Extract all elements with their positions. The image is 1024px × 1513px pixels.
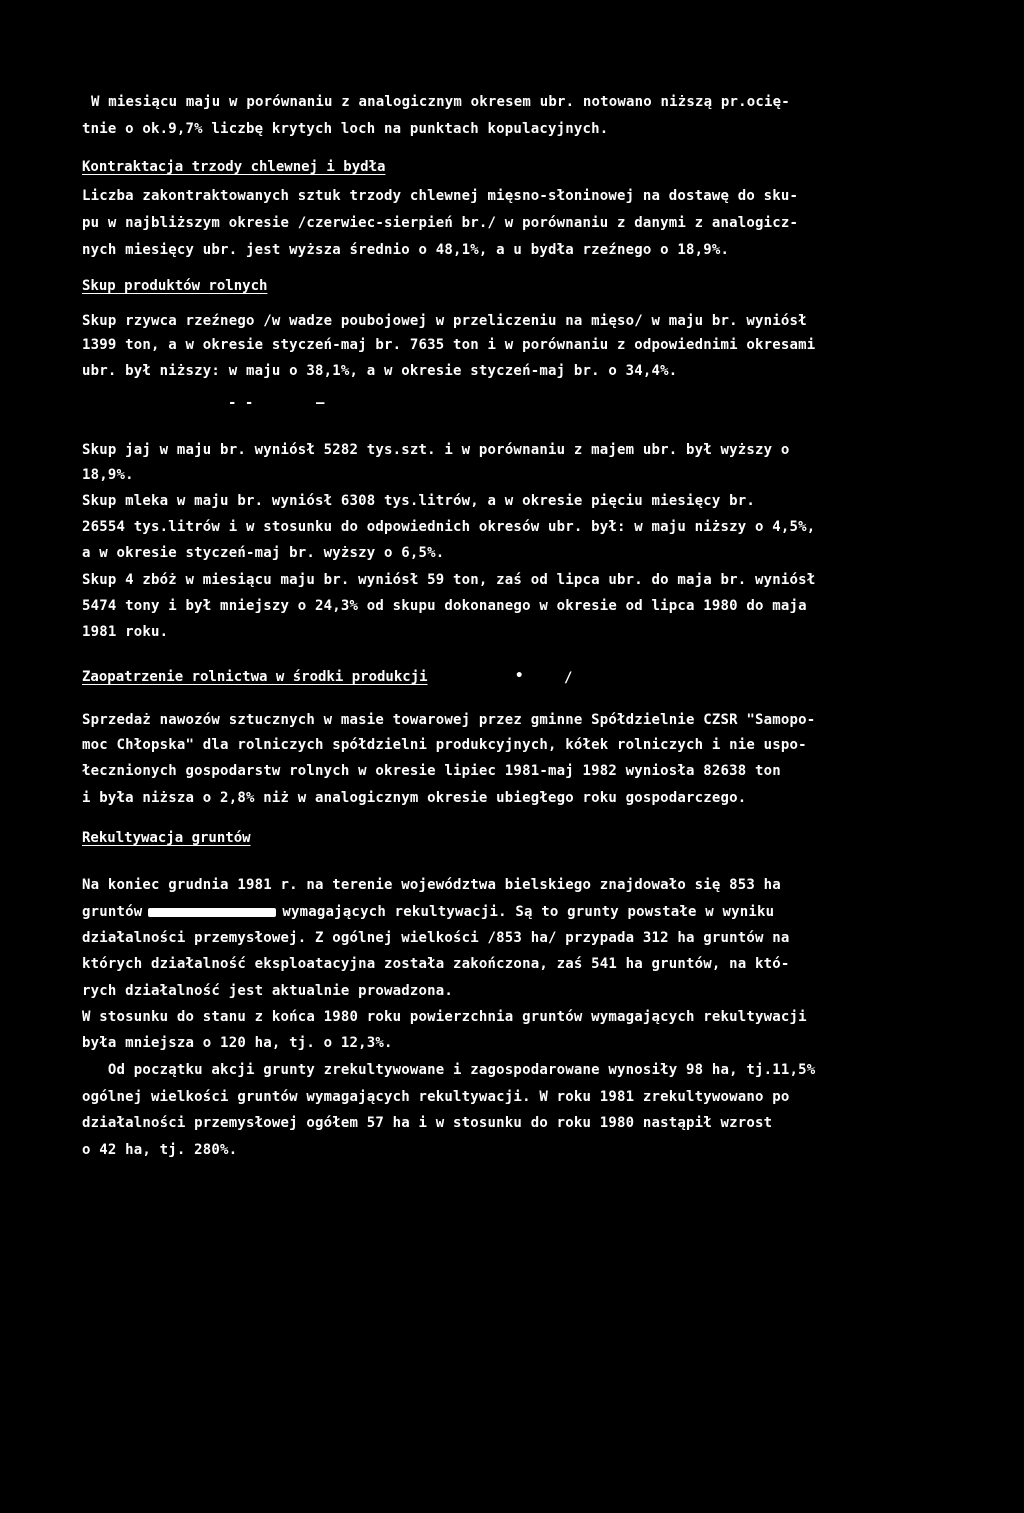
s4-line-6: W stosunku do stanu z końca 1980 roku powierzchnia gruntów wymagających rekultywacji — [82, 1009, 807, 1025]
s3-line-4: i była niższa o 2,8% niż w analogicznym okresie ubiegłego roku gospodarczego. — [82, 790, 747, 806]
s1-line-2: pu w najbliższym okresie /czerwiec-sierpień br./ w porównaniu z danymi z analogicz- — [82, 215, 799, 231]
s2-p2-line-7: 5474 tony i był mniejszy o 24,3% od skupu dokonanego w okresie od lipca 1980 do maja — [82, 598, 807, 614]
s2-p1-line-2: 1399 ton, a w okresie styczeń-maj br. 7635 ton i w porównaniu z odpowiednimi okresami — [82, 337, 816, 353]
scan-mark: • — [515, 668, 524, 684]
s1-line-1: Liczba zakontraktowanych sztuk trzody chlewnej mięsno-słoninowej na dostawę do sku- — [82, 188, 799, 204]
s2-p2-line-8: 1981 roku. — [82, 624, 169, 640]
heading-zaopatrzenie: Zaopatrzenie rolnictwa w środki produkcji — [82, 669, 428, 685]
s2-p1-line-1: Skup rzywca rzeźnego /w wadze poubojowej w przeliczeniu na mięso/ w maju br. wyniósł — [82, 313, 807, 329]
s4-line-2-end: wymagających rekultywacji. Są to grunty powstałe w wyniku — [282, 904, 775, 920]
scan-mark: - - — [228, 395, 254, 411]
s3-line-3: łecznionych gospodarstw rolnych w okresie lipiec 1981-maj 1982 wyniosła 82638 ton — [82, 763, 781, 779]
s2-p2-line-6: Skup 4 zbóż w miesiącu maju br. wyniósł 59 ton, zaś od lipca ubr. do maja br. wyniósł — [82, 572, 816, 588]
s4-line-10: działalności przemysłowej ogółem 57 ha i w stosunku do roku 1980 nastąpił wzrost — [82, 1115, 773, 1131]
heading-rekultywacja: Rekultywacja gruntów — [82, 830, 251, 846]
s4-line-3: działalności przemysłowej. Z ogólnej wielkości /853 ha/ przypada 312 ha gruntów na — [82, 930, 790, 946]
s3-line-2: moc Chłopska" dla rolniczych spółdzielni produkcyjnych, kółek rolniczych i nie uspo- — [82, 737, 807, 753]
intro-line-1: W miesiącu maju w porównaniu z analogicznym okresem ubr. notowano niższą pr.ocię- — [91, 94, 790, 110]
s2-p1-line-3: ubr. był niższy: w maju o 38,1%, a w okresie styczeń-maj br. o 34,4%. — [82, 363, 678, 379]
s2-p2-line-2: 18,9%. — [82, 467, 134, 483]
intro-line-2: tnie o ok.9,7% liczbę krytych loch na punktach kopulacyjnych. — [82, 121, 609, 137]
scan-mark: / — [564, 670, 573, 686]
heading-kontraktacja: Kontraktacja trzody chlewnej i bydła — [82, 159, 386, 175]
redaction-blot — [148, 908, 276, 917]
s4-line-8: Od początku akcji grunty zrekultywowane i zagospodarowane wynosiły 98 ha, tj.11,5% — [82, 1062, 816, 1078]
s4-line-5: rych działalność jest aktualnie prowadzona. — [82, 983, 454, 999]
s2-p2-line-5: a w okresie styczeń-maj br. wyższy o 6,5%. — [82, 545, 445, 561]
s2-p2-line-1: Skup jaj w maju br. wyniósł 5282 tys.szt. i w porównaniu z majem ubr. był wyższy o — [82, 442, 790, 458]
heading-skup: Skup produktów rolnych — [82, 278, 268, 294]
s3-line-1: Sprzedaż nawozów sztucznych w masie towarowej przez gminne Spółdzielnie CZSR "Samopo- — [82, 712, 816, 728]
s2-p2-line-4: 26554 tys.litrów i w stosunku do odpowiednich okresów ubr. był: w maju niższy o 4,5%, — [82, 519, 816, 535]
s1-line-3: nych miesięcy ubr. jest wyższa średnio o 48,1%, a u bydła rzeźnego o 18,9%. — [82, 242, 730, 258]
s4-line-2-start: gruntów — [82, 904, 143, 920]
s2-p2-line-3: Skup mleka w maju br. wyniósł 6308 tys.litrów, a w okresie pięciu miesięcy br. — [82, 493, 756, 509]
s4-line-1: Na koniec grudnia 1981 r. na terenie województwa bielskiego znajdowało się 853 ha — [82, 877, 781, 893]
s4-line-7: była mniejsza o 120 ha, tj. o 12,3%. — [82, 1035, 393, 1051]
s4-line-2 — [82, 903, 774, 921]
scan-mark: — — [316, 395, 325, 411]
s4-line-11: o 42 ha, tj. 280%. — [82, 1142, 238, 1158]
s4-line-4: których działalność eksploatacyjna została zakończona, zaś 541 ha gruntów, na któ- — [82, 956, 790, 972]
s4-line-9: ogólnej wielkości gruntów wymagających rekultywacji. W roku 1981 zrekultywowano po — [82, 1089, 790, 1105]
